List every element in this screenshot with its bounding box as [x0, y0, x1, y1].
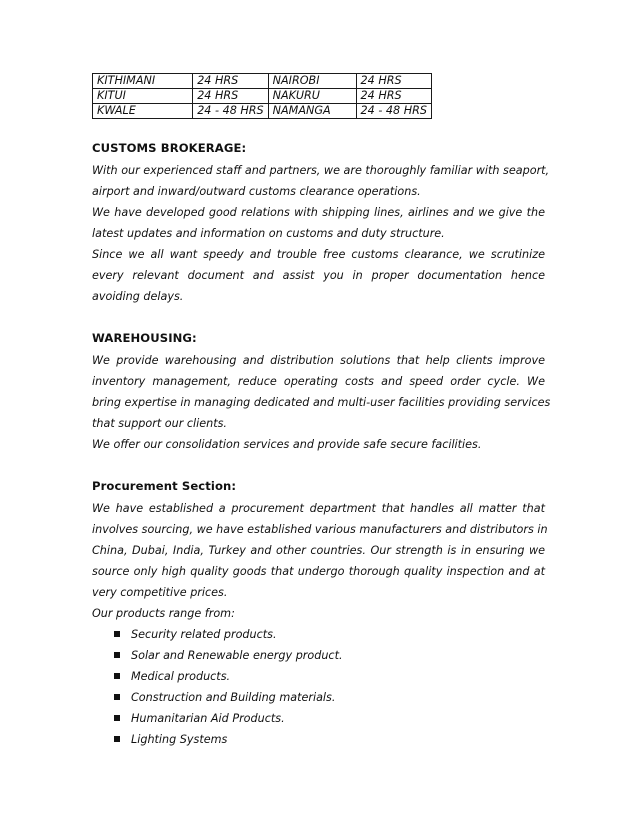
table-row	[93, 104, 432, 119]
section-heading: CUSTOMS BROKERAGE:	[92, 141, 247, 155]
list-item-text: Solar and Renewable energy product.	[131, 649, 343, 662]
table-row	[93, 89, 432, 104]
paragraph-line: inventory management, reduce operating costs and speed order cycle. We	[92, 375, 545, 388]
paragraph-line: latest updates and information on customs and duty structure.	[92, 227, 445, 240]
list-item	[92, 624, 545, 645]
square-bullet-icon	[114, 694, 120, 700]
table-cell: KITHIMANI	[93, 74, 193, 89]
square-bullet-icon	[114, 631, 120, 637]
table-cell: 24 - 48 HRS	[356, 104, 431, 119]
table-cell: 24 HRS	[356, 74, 431, 89]
section-heading: Procurement Section:	[92, 479, 237, 493]
paragraph-line: China, Dubai, India, Turkey and other countries. Our strength is in ensuring we	[92, 544, 545, 557]
square-bullet-icon	[114, 715, 120, 721]
paragraph-line: Since we all want speedy and trouble free customs clearance, we scrutinize	[92, 248, 545, 261]
list-item	[92, 687, 545, 708]
list-item	[92, 666, 545, 687]
transit-time-table	[92, 73, 432, 119]
section-heading: WAREHOUSING:	[92, 331, 197, 345]
paragraph-line: source only high quality goods that undergo thorough quality inspection and at	[92, 565, 545, 578]
paragraph-line: that support our clients.	[92, 417, 227, 430]
list-item	[92, 708, 545, 729]
paragraph-line: avoiding delays.	[92, 290, 184, 303]
list-item	[92, 729, 545, 750]
paragraph-line: We have established a procurement department that handles all matter that	[92, 502, 545, 515]
list-item-text: Construction and Building materials.	[131, 691, 336, 704]
table-cell: NAKURU	[268, 89, 356, 104]
list-item-text: Medical products.	[131, 670, 231, 683]
paragraph-line: very competitive prices.	[92, 586, 228, 599]
table-cell: 24 - 48 HRS	[193, 104, 268, 119]
square-bullet-icon	[114, 673, 120, 679]
list-item-text: Lighting Systems	[131, 733, 228, 746]
square-bullet-icon	[114, 652, 120, 658]
paragraph-line: every relevant document and assist you in proper documentation hence	[92, 269, 545, 282]
paragraph-line: With our experienced staff and partners, we are thoroughly familiar with seaport,	[92, 164, 550, 177]
table-cell: KITUI	[93, 89, 193, 104]
paragraph-line: involves sourcing, we have established various manufacturers and distributors in	[92, 523, 548, 536]
table-cell: 24 HRS	[356, 89, 431, 104]
paragraph-line: We provide warehousing and distribution solutions that help clients improve	[92, 354, 545, 367]
paragraph-line: We have developed good relations with shipping lines, airlines and we give the	[92, 206, 545, 219]
square-bullet-icon	[114, 736, 120, 742]
list-item-text: Humanitarian Aid Products.	[131, 712, 285, 725]
table-row	[93, 74, 432, 89]
table-cell: KWALE	[93, 104, 193, 119]
paragraph-line: airport and inward/outward customs clearance operations.	[92, 185, 421, 198]
table-cell: 24 HRS	[193, 89, 268, 104]
list-item	[92, 645, 545, 666]
table-cell: 24 HRS	[193, 74, 268, 89]
paragraph-line: We offer our consolidation services and provide safe secure facilities.	[92, 438, 482, 451]
procurement-section	[92, 479, 548, 750]
list-item-text: Security related products.	[131, 628, 277, 641]
warehousing-section	[92, 331, 551, 455]
paragraph-line: Our products range from:	[92, 607, 235, 620]
paragraph-line: bring expertise in managing dedicated and multi-user facilities providing services	[92, 396, 551, 409]
customs-brokerage-section	[92, 141, 550, 307]
table-cell: NAIROBI	[268, 74, 356, 89]
products-list	[92, 624, 545, 750]
table-cell: NAMANGA	[268, 104, 356, 119]
